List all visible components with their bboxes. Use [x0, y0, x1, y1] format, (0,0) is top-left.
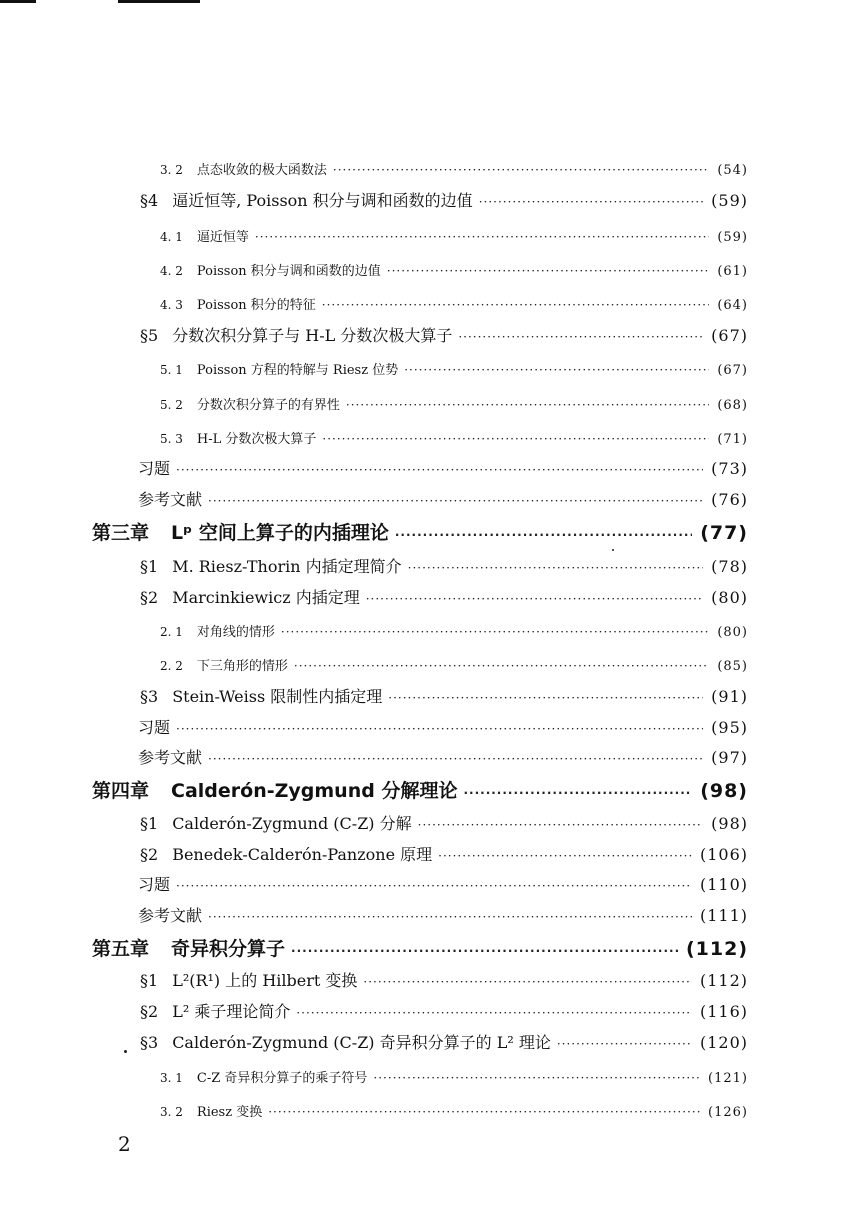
leader-dots	[322, 293, 710, 317]
toc-entry-page: (67)	[711, 326, 748, 345]
toc-entry-title: Poisson 积分的特征	[196, 298, 316, 313]
leader-dots	[395, 523, 692, 547]
toc-entry-title: 参考文献	[138, 906, 203, 925]
toc-entry-title: Riesz 变换	[196, 1105, 263, 1120]
scan-edge-mark-right	[118, 0, 200, 3]
leader-dots	[296, 1001, 692, 1025]
toc-entry-number: 2. 1	[160, 625, 183, 639]
leader-dots	[418, 813, 704, 837]
toc-entry-number: 2. 2	[160, 659, 183, 673]
leader-dots	[346, 393, 709, 417]
toc-entry-title: 奇异积分算子	[171, 938, 286, 960]
toc-entry-number: 3. 1	[160, 1071, 183, 1085]
toc-entry[interactable]	[160, 358, 748, 383]
leader-dots	[373, 1066, 700, 1090]
toc-entry[interactable]	[92, 779, 748, 805]
toc-entry-page: (111)	[699, 906, 748, 925]
toc-entry-number: 4. 3	[160, 298, 183, 312]
toc-entry-number: §4	[140, 191, 159, 210]
toc-entry-title: C-Z 奇异积分算子的乘子符号	[196, 1071, 368, 1086]
toc-entry-page: (95)	[711, 718, 748, 737]
toc-entry-page: (71)	[717, 432, 748, 447]
toc-entry-page: (64)	[717, 298, 748, 313]
scan-edge-mark-left	[0, 0, 36, 3]
toc-entry-page: (76)	[711, 490, 748, 509]
toc-entry[interactable]	[138, 716, 748, 741]
toc-entry-title: Calderón-Zygmund (C-Z) 分解	[172, 814, 412, 833]
toc-entry[interactable]	[92, 937, 748, 963]
toc-entry-page: (59)	[717, 230, 748, 245]
toc-entry[interactable]	[160, 393, 748, 418]
leader-dots	[479, 190, 703, 214]
toc-entry[interactable]	[138, 873, 748, 898]
leader-dots	[176, 458, 703, 482]
leader-dots	[366, 587, 703, 611]
toc-entry[interactable]	[140, 586, 748, 611]
toc-entry-title: Stein-Weiss 限制性内插定理	[172, 687, 383, 706]
toc-entry-page: (80)	[711, 588, 748, 607]
toc-entry-page: (73)	[711, 459, 748, 478]
toc-entry-page: (54)	[717, 163, 748, 178]
toc-entry-title: Poisson 方程的特解与 Riesz 位势	[196, 363, 399, 378]
toc-entry-page: (61)	[717, 264, 748, 279]
toc-entry-page: (110)	[699, 875, 748, 894]
leader-dots	[294, 654, 709, 678]
leader-dots	[322, 427, 709, 451]
page-number: 2	[118, 1132, 131, 1156]
toc-entry-title: 习题	[138, 459, 171, 478]
toc-entry-title: Poisson 积分与调和函数的边值	[196, 264, 381, 279]
toc-entry-title: L²(R¹) 上的 Hilbert 变换	[172, 971, 358, 990]
toc-entry[interactable]	[140, 324, 748, 349]
leader-dots	[176, 717, 703, 741]
toc-entry[interactable]	[92, 521, 748, 547]
toc-entry-page: (97)	[711, 748, 748, 767]
toc-entry-title: 对角线的情形	[196, 625, 275, 640]
toc-entry-title: Calderón-Zygmund 分解理论	[171, 780, 458, 802]
toc-entry[interactable]	[140, 1031, 748, 1056]
leader-dots	[387, 259, 710, 283]
toc-entry-number: 5. 1	[160, 363, 183, 377]
toc-entry-title: 习题	[138, 875, 171, 894]
toc-entry-number: 4. 2	[160, 264, 183, 278]
toc-entry-number: 4. 1	[160, 230, 183, 244]
leader-dots	[458, 325, 703, 349]
toc-entry-title: 点态收敛的极大函数法	[196, 163, 327, 178]
toc-entry[interactable]	[160, 620, 748, 645]
toc-entry-title: 参考文献	[138, 748, 203, 767]
toc-entry-number: §2	[140, 1002, 159, 1021]
leader-dots	[404, 358, 709, 382]
toc-entry-title: H-L 分数次极大算子	[196, 432, 317, 447]
toc-entry[interactable]	[138, 746, 748, 771]
toc-entry-number: 5. 2	[160, 398, 183, 412]
toc-entry-page: (85)	[717, 659, 748, 674]
leader-dots	[208, 489, 703, 513]
leader-dots	[333, 158, 709, 182]
toc-entry-title: Calderón-Zygmund (C-Z) 奇异积分算子的 L² 理论	[172, 1033, 551, 1052]
toc-entry-page: (91)	[711, 687, 748, 706]
toc-entry-title: L² 乘子理论简介	[172, 1002, 291, 1021]
toc-entry-number: 第三章	[92, 522, 150, 544]
toc-entry-title: Lᵖ 空间上算子的内插理论	[171, 522, 389, 544]
toc-entry-number: 第五章	[92, 938, 150, 960]
toc-entry-number: §3	[140, 1033, 159, 1052]
toc-entry-title: 逼近恒等, Poisson 积分与调和函数的边值	[172, 191, 473, 210]
toc-entry-title: 习题	[138, 718, 171, 737]
toc-entry[interactable]	[160, 259, 748, 284]
toc-entry[interactable]	[140, 189, 748, 214]
toc-entry[interactable]	[140, 685, 748, 710]
toc-entry-page: (116)	[699, 1002, 748, 1021]
toc-entry-title: 下三角形的情形	[196, 659, 288, 674]
toc-entry-page: (120)	[699, 1033, 748, 1052]
toc-entry-number: §1	[140, 557, 159, 576]
toc-entry-page: (112)	[685, 938, 748, 960]
toc-entry-number: 5. 3	[160, 432, 183, 446]
toc-entry[interactable]	[140, 969, 748, 994]
toc-entry-page: (80)	[717, 625, 748, 640]
toc-entry-number: 第四章	[92, 780, 150, 802]
leader-dots	[208, 747, 703, 771]
toc-entry-title: 分数次积分算子与 H-L 分数次极大算子	[172, 326, 453, 345]
toc-entry[interactable]	[160, 225, 748, 250]
toc-entry-title: 分数次积分算子的有界性	[196, 398, 340, 413]
toc-entry[interactable]	[140, 843, 748, 868]
toc-entry-page: (59)	[711, 191, 748, 210]
toc-entry-page: (78)	[711, 557, 748, 576]
toc-entry[interactable]	[160, 1100, 748, 1125]
toc-entry[interactable]	[160, 158, 748, 183]
toc-entry-page: (77)	[700, 522, 748, 544]
toc-entry-title: 参考文献	[138, 490, 203, 509]
toc-entry-page: (68)	[717, 398, 748, 413]
toc-entry-number: 3. 2	[160, 163, 183, 177]
toc-entry-title: M. Riesz-Thorin 内插定理简介	[172, 557, 402, 576]
toc-entry-number: §2	[140, 845, 159, 864]
toc-entry-number: §1	[140, 814, 159, 833]
toc-entry-number: 3. 2	[160, 1105, 183, 1119]
toc-entry[interactable]	[140, 555, 748, 580]
toc-entry-page: (98)	[711, 814, 748, 833]
toc-entry-number: §2	[140, 588, 159, 607]
leader-dots	[388, 686, 703, 710]
toc-entry-title: Benedek-Calderón-Panzone 原理	[172, 845, 433, 864]
toc-entry-page: (112)	[699, 971, 748, 990]
leader-dots	[176, 874, 692, 898]
leader-dots	[438, 844, 692, 868]
leader-dots	[291, 939, 678, 963]
leader-dots	[255, 225, 709, 249]
toc-entry[interactable]	[160, 1066, 748, 1091]
scan-speck	[124, 1050, 127, 1053]
toc-entry[interactable]	[160, 427, 748, 452]
toc-entry[interactable]	[140, 1000, 748, 1025]
toc-entry[interactable]	[138, 488, 748, 513]
toc-entry-number: §3	[140, 687, 159, 706]
leader-dots	[408, 556, 704, 580]
toc-entry-page: (98)	[700, 780, 748, 802]
toc-entry-title: 逼近恒等	[196, 230, 249, 245]
toc-entry[interactable]	[160, 654, 748, 679]
toc-entry[interactable]	[138, 457, 748, 482]
toc-entry[interactable]	[140, 812, 748, 837]
leader-dots	[268, 1100, 700, 1124]
toc-entry-title: Marcinkiewicz 内插定理	[172, 588, 360, 607]
toc-entry-page: (126)	[708, 1105, 748, 1120]
leader-dots	[557, 1032, 692, 1056]
scan-speck	[612, 549, 614, 551]
leader-dots	[281, 620, 709, 644]
toc-entry-page: (121)	[708, 1071, 748, 1086]
toc-entry-number: §5	[140, 326, 159, 345]
leader-dots	[463, 781, 692, 805]
leader-dots	[208, 905, 692, 929]
toc-entry-number: §1	[140, 971, 159, 990]
toc-entry-page: (67)	[717, 363, 748, 378]
toc-entry[interactable]	[160, 293, 748, 318]
toc-entry-page: (106)	[699, 845, 748, 864]
toc-entry[interactable]	[138, 904, 748, 929]
leader-dots	[363, 970, 692, 994]
